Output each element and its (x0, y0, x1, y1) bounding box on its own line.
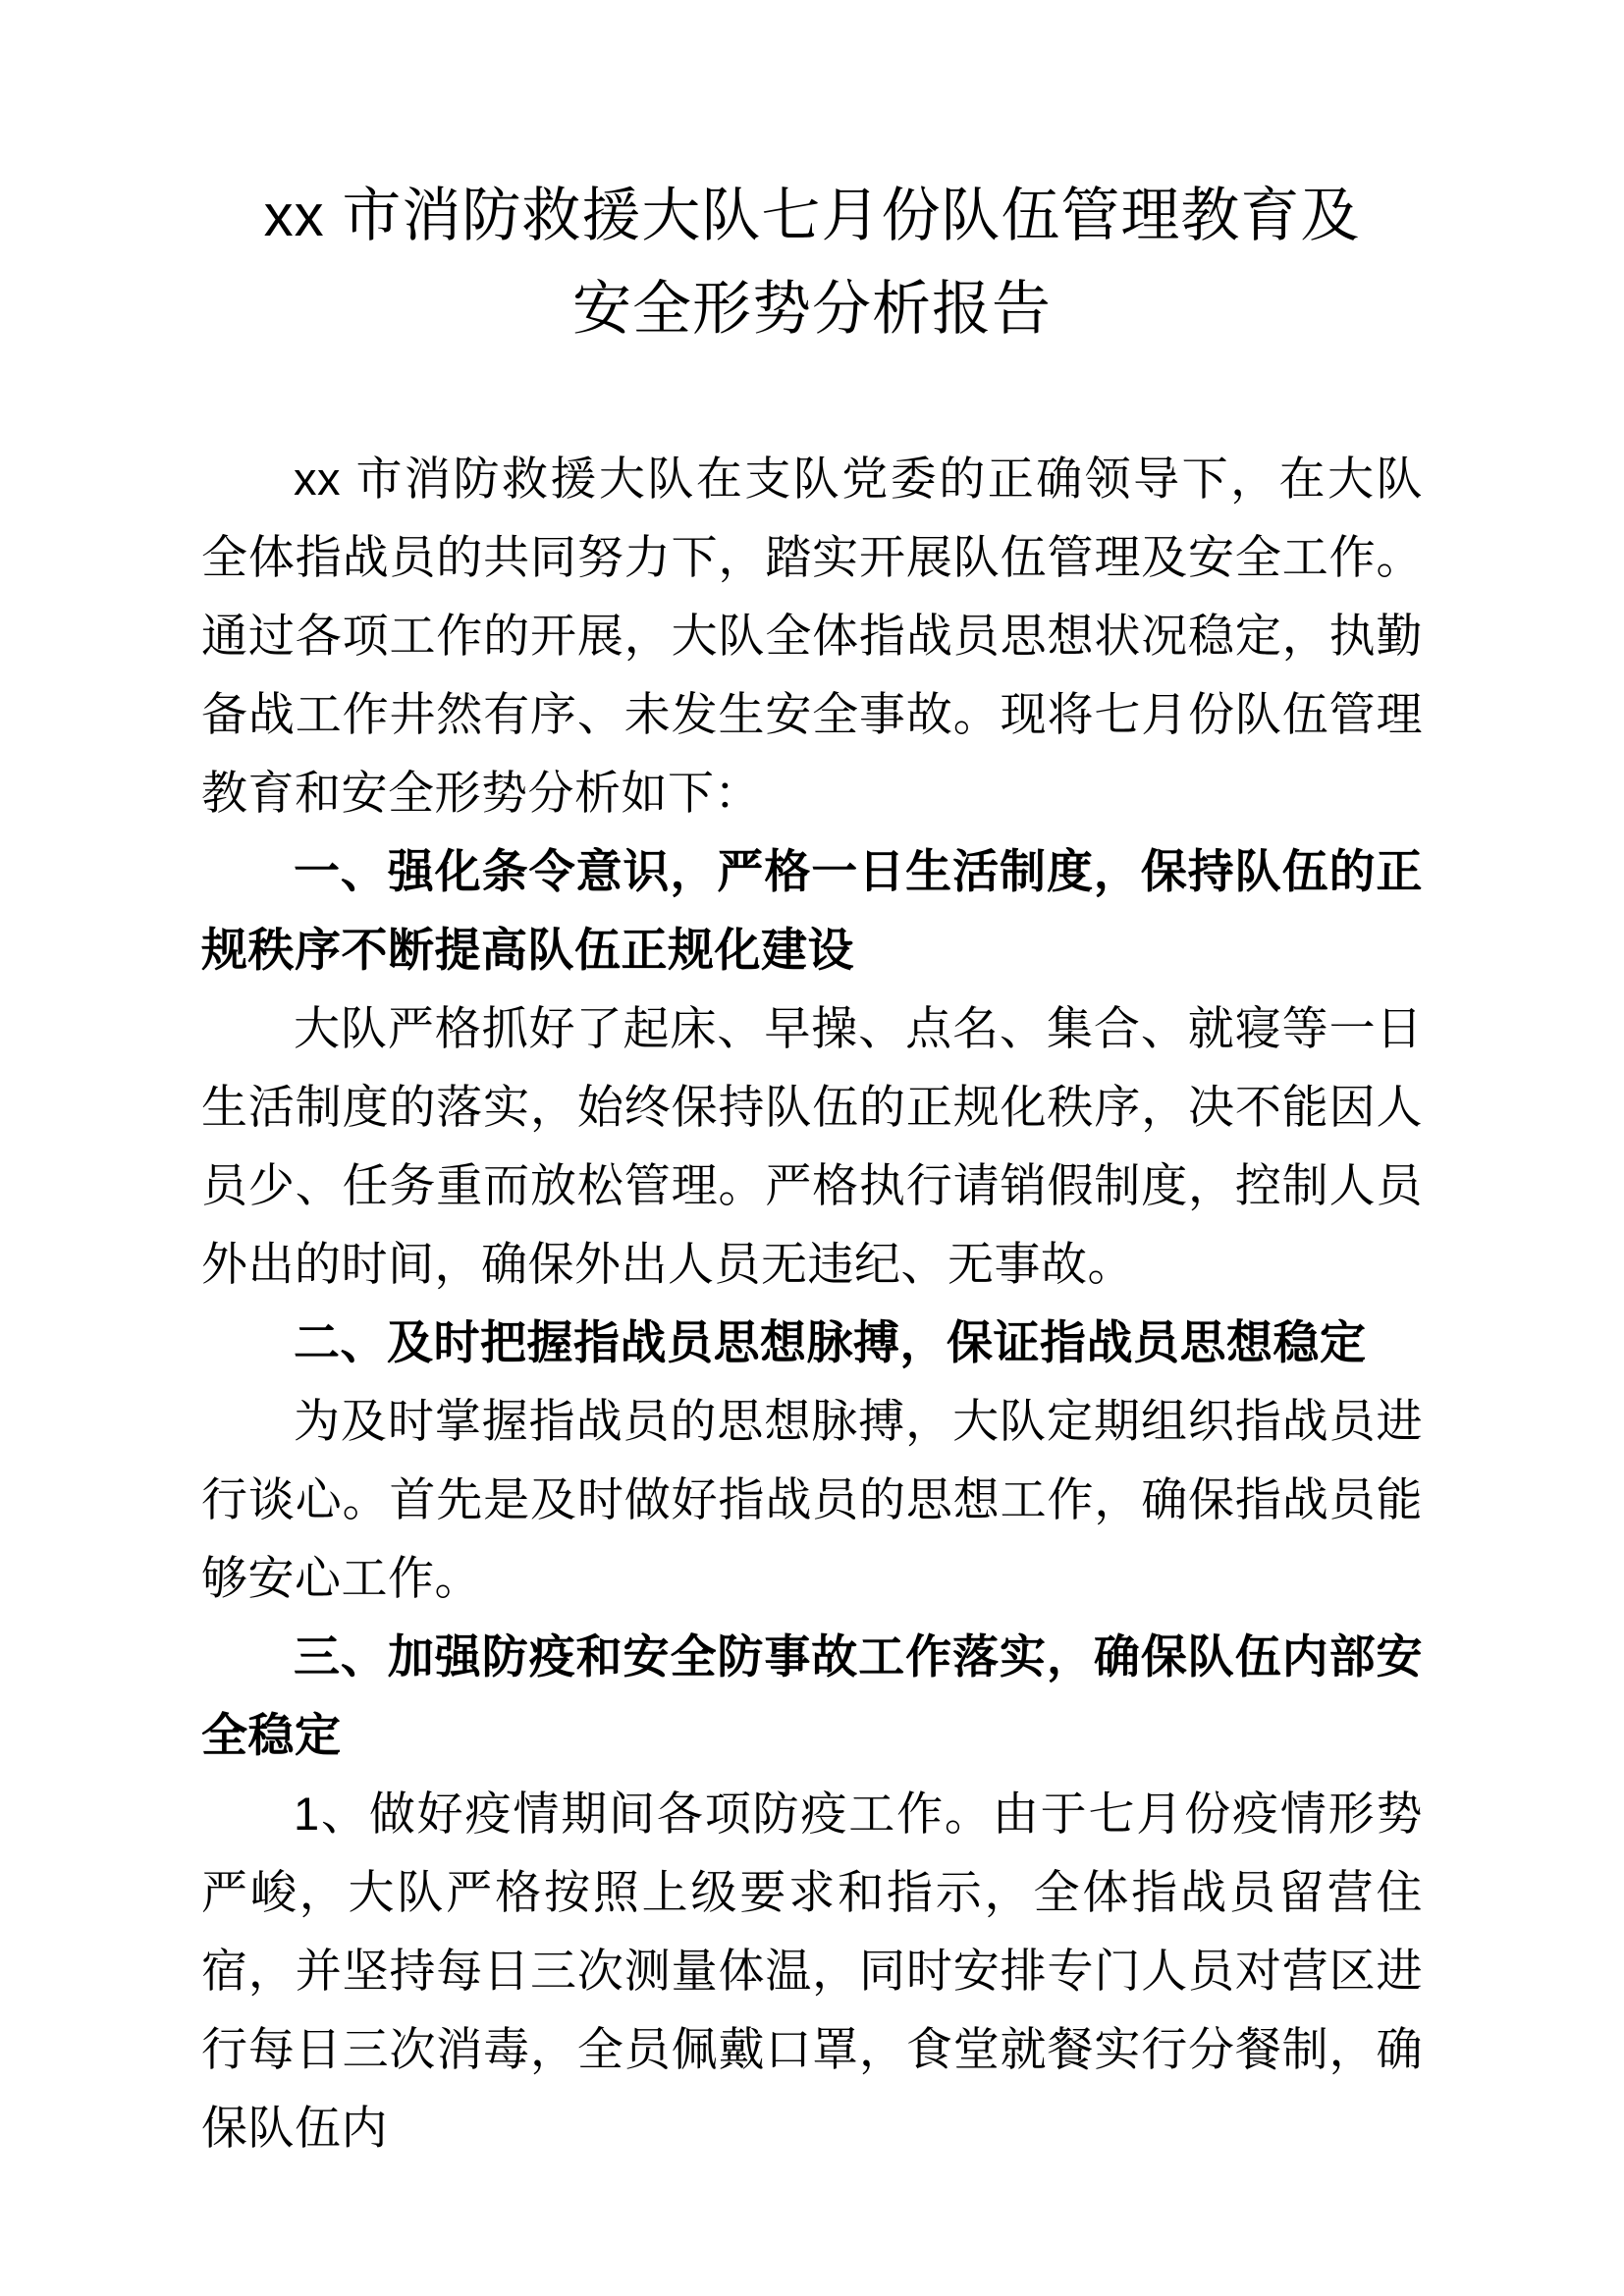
document-title-line-1: xx 市消防救援大队七月份队伍管理教育及 (263, 183, 1361, 248)
section-heading: 二、及时把握指战员思想脉搏，保证指战员思想稳定 (294, 1316, 1367, 1368)
body-paragraph: xx 市消防救援大队在支队党委的正确领导下，在大队全体指战员的共同努力下，踏实开展队伍管理及安全工作。通过各项工作的开展，大队全体指战员思想状况稳定，执勤备战工作井然有序、未发生安全事故。现将七月份队伍管理教育和安全形势分析如下： (201, 453, 1423, 819)
body-paragraph: 大队严格抓好了起床、早操、点名、集合、就寝等一日生活制度的落实，始终保持队伍的正规化秩序，决不能因人员少、任务重而放松管理。严格执行请销假制度，控制人员外出的时间，确保外出人员无违纪、无事故。 (201, 1002, 1423, 1290)
document-title-line-2: 安全形势分析报告 (572, 276, 1052, 342)
section-heading: 一、强化条令意识，严格一日生活制度，保持队伍的正规秩序不断提高队伍正规化建设 (201, 845, 1423, 976)
section-heading: 三、加强防疫和安全防事故工作落实，确保队伍内部安全稳定 (201, 1630, 1423, 1761)
body-paragraph: 为及时掌握指战员的思想脉搏，大队定期组织指战员进行谈心。首先是及时做好指战员的思想工作，确保指战员能够安心工作。 (201, 1395, 1423, 1604)
document-body (201, 440, 1423, 2167)
document-title (201, 169, 1423, 355)
body-paragraph: 1、做好疫情期间各项防疫工作。由于七月份疫情形势严峻，大队严格按照上级要求和指示，全体指战员留营住宿，并坚持每日三次测量体温，同时安排专门人员对营区进行每日三次消毒，全员佩戴口罩，食堂就餐实行分餐制，确保队伍内 (201, 1788, 1423, 2154)
